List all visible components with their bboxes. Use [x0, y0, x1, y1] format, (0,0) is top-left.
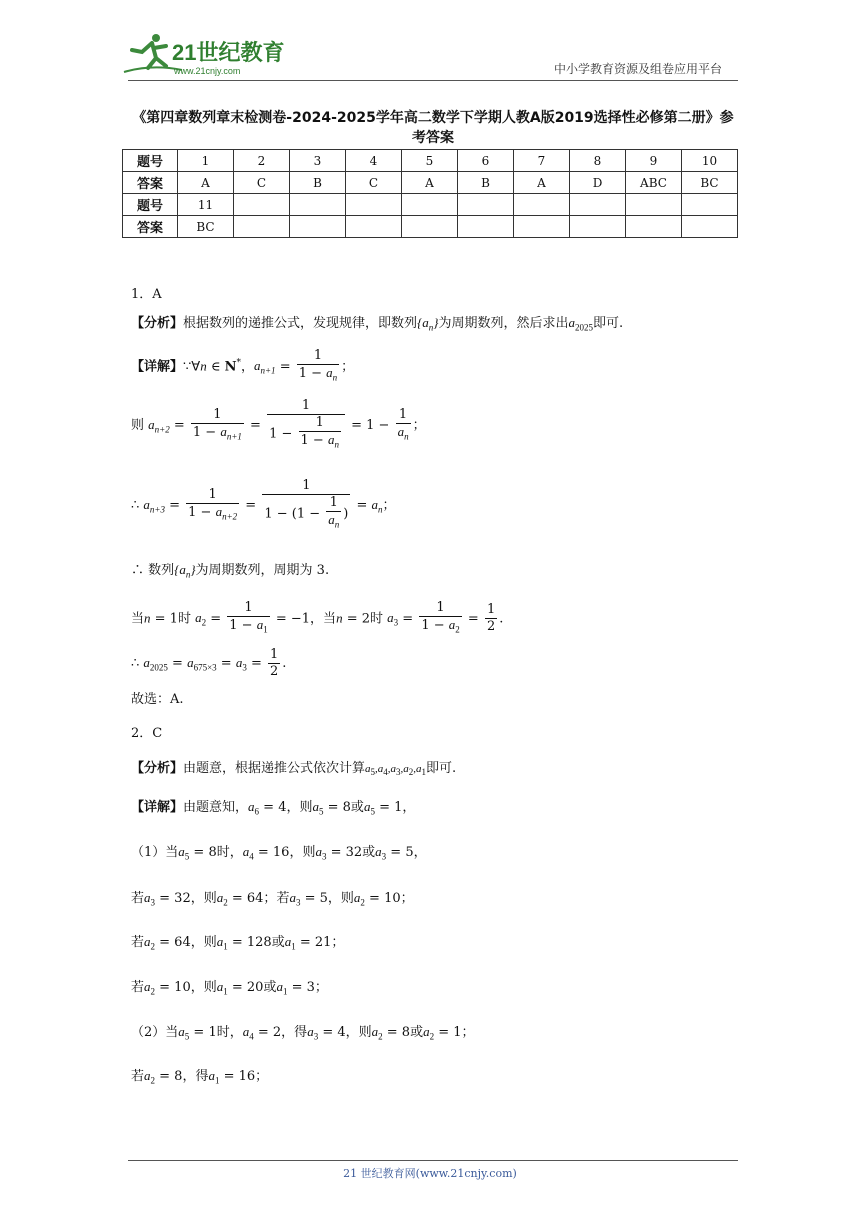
table-row	[123, 150, 738, 172]
svg-text:www.21cnjy.com: www.21cnjy.com	[174, 66, 241, 76]
platform-name: 中小学教育资源及组卷应用平台	[553, 62, 722, 76]
q1-result: ∴ $a_{2025} = a_{675\times 3} = a_3$ = $\frac{1}{2}$ .	[131, 647, 287, 679]
q1-analysis: 【分析】根据数列的递推公式，发现规律，即数列$\{a_n\}$为周期数列，然后求出$a_{2025}$即可.	[131, 315, 624, 333]
table-cell: D	[570, 172, 626, 194]
table-cell: A	[514, 172, 570, 194]
table-cell	[402, 194, 458, 216]
table-cell	[458, 216, 514, 238]
footer-link[interactable]: 21 世纪教育网(www.21cnjy.com)	[343, 1167, 517, 1180]
table-cell: 5	[402, 150, 458, 172]
q2-case-1c: 若$a_2 = 10$，则$a_1 = 20$或$a_1 = 3$；	[131, 979, 328, 997]
q2-detail: 【详解】由题意知，$a_6 = 4$，则$a_5 = 8$或$a_5 = 1$，	[131, 799, 416, 817]
table-row	[123, 172, 738, 194]
table-cell: 3	[290, 150, 346, 172]
table-cell	[346, 216, 402, 238]
table-cell	[682, 216, 738, 238]
table-cell: A	[402, 172, 458, 194]
q2-case-1a: 若$a_3 = 32$，则$a_2 = 64$；若$a_3 = 5$，则$a_2 = 10$；	[131, 890, 414, 908]
table-cell: ABC	[626, 172, 682, 194]
table-cell: C	[234, 172, 290, 194]
table-cell	[570, 194, 626, 216]
table-cell: C	[346, 172, 402, 194]
table-cell	[570, 216, 626, 238]
table-cell	[234, 194, 290, 216]
header-divider	[128, 80, 738, 81]
q2-case-2a: 若$a_2 = 8$，得$a_1 = 16$；	[131, 1068, 269, 1086]
table-cell	[290, 194, 346, 216]
site-logo	[122, 30, 292, 80]
question-2-heading: 2．C	[131, 726, 163, 741]
table-cell	[234, 216, 290, 238]
table-cell	[402, 216, 458, 238]
table-cell: 2	[234, 150, 290, 172]
q2-case-2: （2）当$a_5 = 1$时，$a_4 = 2$，得$a_3 = 4$，则$a_2 = 8$或$a_2 = 1$；	[131, 1024, 475, 1042]
table-cell: 8	[570, 150, 626, 172]
table-cell: BC	[178, 216, 234, 238]
table-cell: A	[178, 172, 234, 194]
q2-case-1b: 若$a_2 = 64$，则$a_1 = 128$或$a_1 = 21$；	[131, 934, 345, 952]
table-cell: 10	[682, 150, 738, 172]
svg-text:21世纪教育: 21世纪教育	[172, 40, 285, 65]
row-label: 答案	[123, 216, 178, 238]
table-cell: B	[458, 172, 514, 194]
table-cell: B	[290, 172, 346, 194]
table-cell: BC	[682, 172, 738, 194]
table-cell: 4	[346, 150, 402, 172]
q1-period: ∴ 数列$\{a_n\}$为周期数列，周期为 3.	[131, 562, 330, 580]
table-row	[123, 194, 738, 216]
table-cell	[682, 194, 738, 216]
q2-case-1: （1）当$a_5 = 8$时，$a_4 = 16$，则$a_3 = 32$或$a_3 = 5$，	[131, 844, 427, 862]
table-cell	[346, 194, 402, 216]
q1-values: 当n = 1时 $a_2$ = $\frac{1}{1 - a_1}$ = −1，当n = 2时 $a_3$ = $\frac{1}{1 - a_2}$ = $\frac{1}{2}$ .	[131, 600, 504, 635]
table-cell: 1	[178, 150, 234, 172]
row-label: 题号	[123, 194, 178, 216]
table-cell: 7	[514, 150, 570, 172]
table-cell	[626, 216, 682, 238]
page-title: 《第四章数列章末检测卷-2024-2025学年高二数学下学期人教A版2019选择性必修第二册》参考答案	[132, 110, 734, 146]
table-cell	[514, 216, 570, 238]
answer-table	[122, 149, 738, 238]
table-cell	[458, 194, 514, 216]
table-cell: 11	[178, 194, 234, 216]
row-label: 题号	[123, 150, 178, 172]
q1-step-1: 则 $a_{n+2}$ = $\frac{1}{1 - a_{n+1}}$ = 1 1 − $\frac{1}{1 - a_n}$ = 1 − $\frac{1}{a_n}$ ；	[131, 398, 426, 450]
q1-choice: 故选：A.	[131, 692, 184, 707]
table-row	[123, 216, 738, 238]
q1-step-2: ∴ $a_{n+3}$ = $\frac{1}{1 - a_{n+2}}$ = 1 1 − (1 − $\frac{1}{a_n}$ ) = $a_n$；	[131, 478, 396, 530]
table-cell	[290, 216, 346, 238]
q1-detail: 【详解】∵∀n ∈ N*，$a_{n+1}$ = $\frac{1}{1 - a_n}$ ；	[131, 348, 355, 383]
table-cell	[626, 194, 682, 216]
table-cell: 6	[458, 150, 514, 172]
row-label: 答案	[123, 172, 178, 194]
table-cell: 9	[626, 150, 682, 172]
q2-analysis: 【分析】由题意，根据递推公式依次计算$a_5,a_4,a_3,a_2,a_1$即可.	[131, 761, 457, 778]
question-1-heading: 1．A	[131, 287, 162, 302]
table-cell	[514, 194, 570, 216]
footer-divider	[128, 1160, 738, 1161]
